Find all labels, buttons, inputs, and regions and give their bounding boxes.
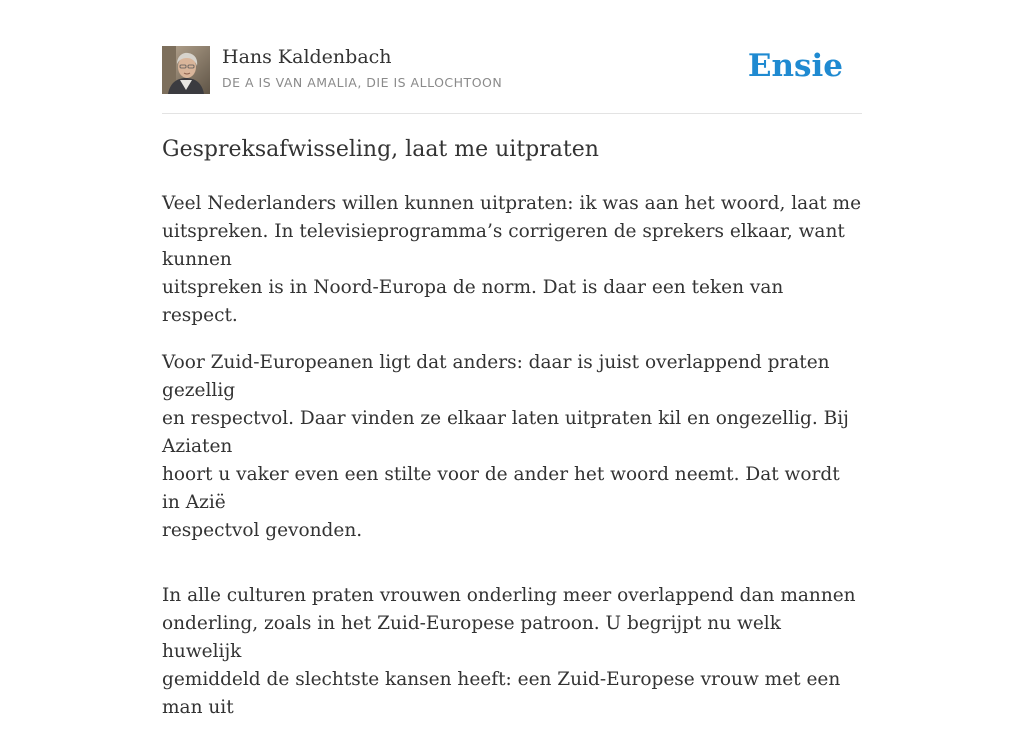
avatar[interactable] — [162, 46, 210, 94]
paragraph: In alle culturen praten vrouwen onderling meer overlappend dan mannen onderling, zoals in het Zuid-Europese patroon. U begrijpt nu welk huwelijk gemiddeld de slechtste kansen heeft: een Zuid-Europese vrouw met een man uit — [162, 585, 856, 718]
author-photo-icon — [162, 46, 210, 94]
article-header — [162, 46, 862, 96]
header-divider — [162, 113, 862, 114]
paragraph: Voor Zuid-Europeanen ligt dat anders: daar is juist overlappend praten gezellig en respectvol. Daar vinden ze elkaar laten uitpraten kil en ongezellig. Bij Aziaten hoort u vaker even een stilte voor de ander het woord neemt. Dat wordt in Azië respectvol gevonden. — [162, 352, 849, 541]
brand-logo[interactable]: Ensie — [747, 48, 843, 84]
author-tagline: DE A IS VAN AMALIA, DIE IS ALLOCHTOON — [222, 75, 503, 90]
author-name[interactable]: Hans Kaldenbach — [222, 46, 392, 68]
paragraph: Veel Nederlanders willen kunnen uitpraten: ik was aan het woord, laat me uitspreken. In televisieprogramma’s corrigeren de sprekers elkaar, want kunnen uitspreken is in Noord-Europa de norm. Dat is daar een teken van respect. — [162, 193, 862, 326]
article-title: Gespreksafwisseling, laat me uitpraten — [162, 137, 599, 162]
article-body — [162, 190, 862, 741]
